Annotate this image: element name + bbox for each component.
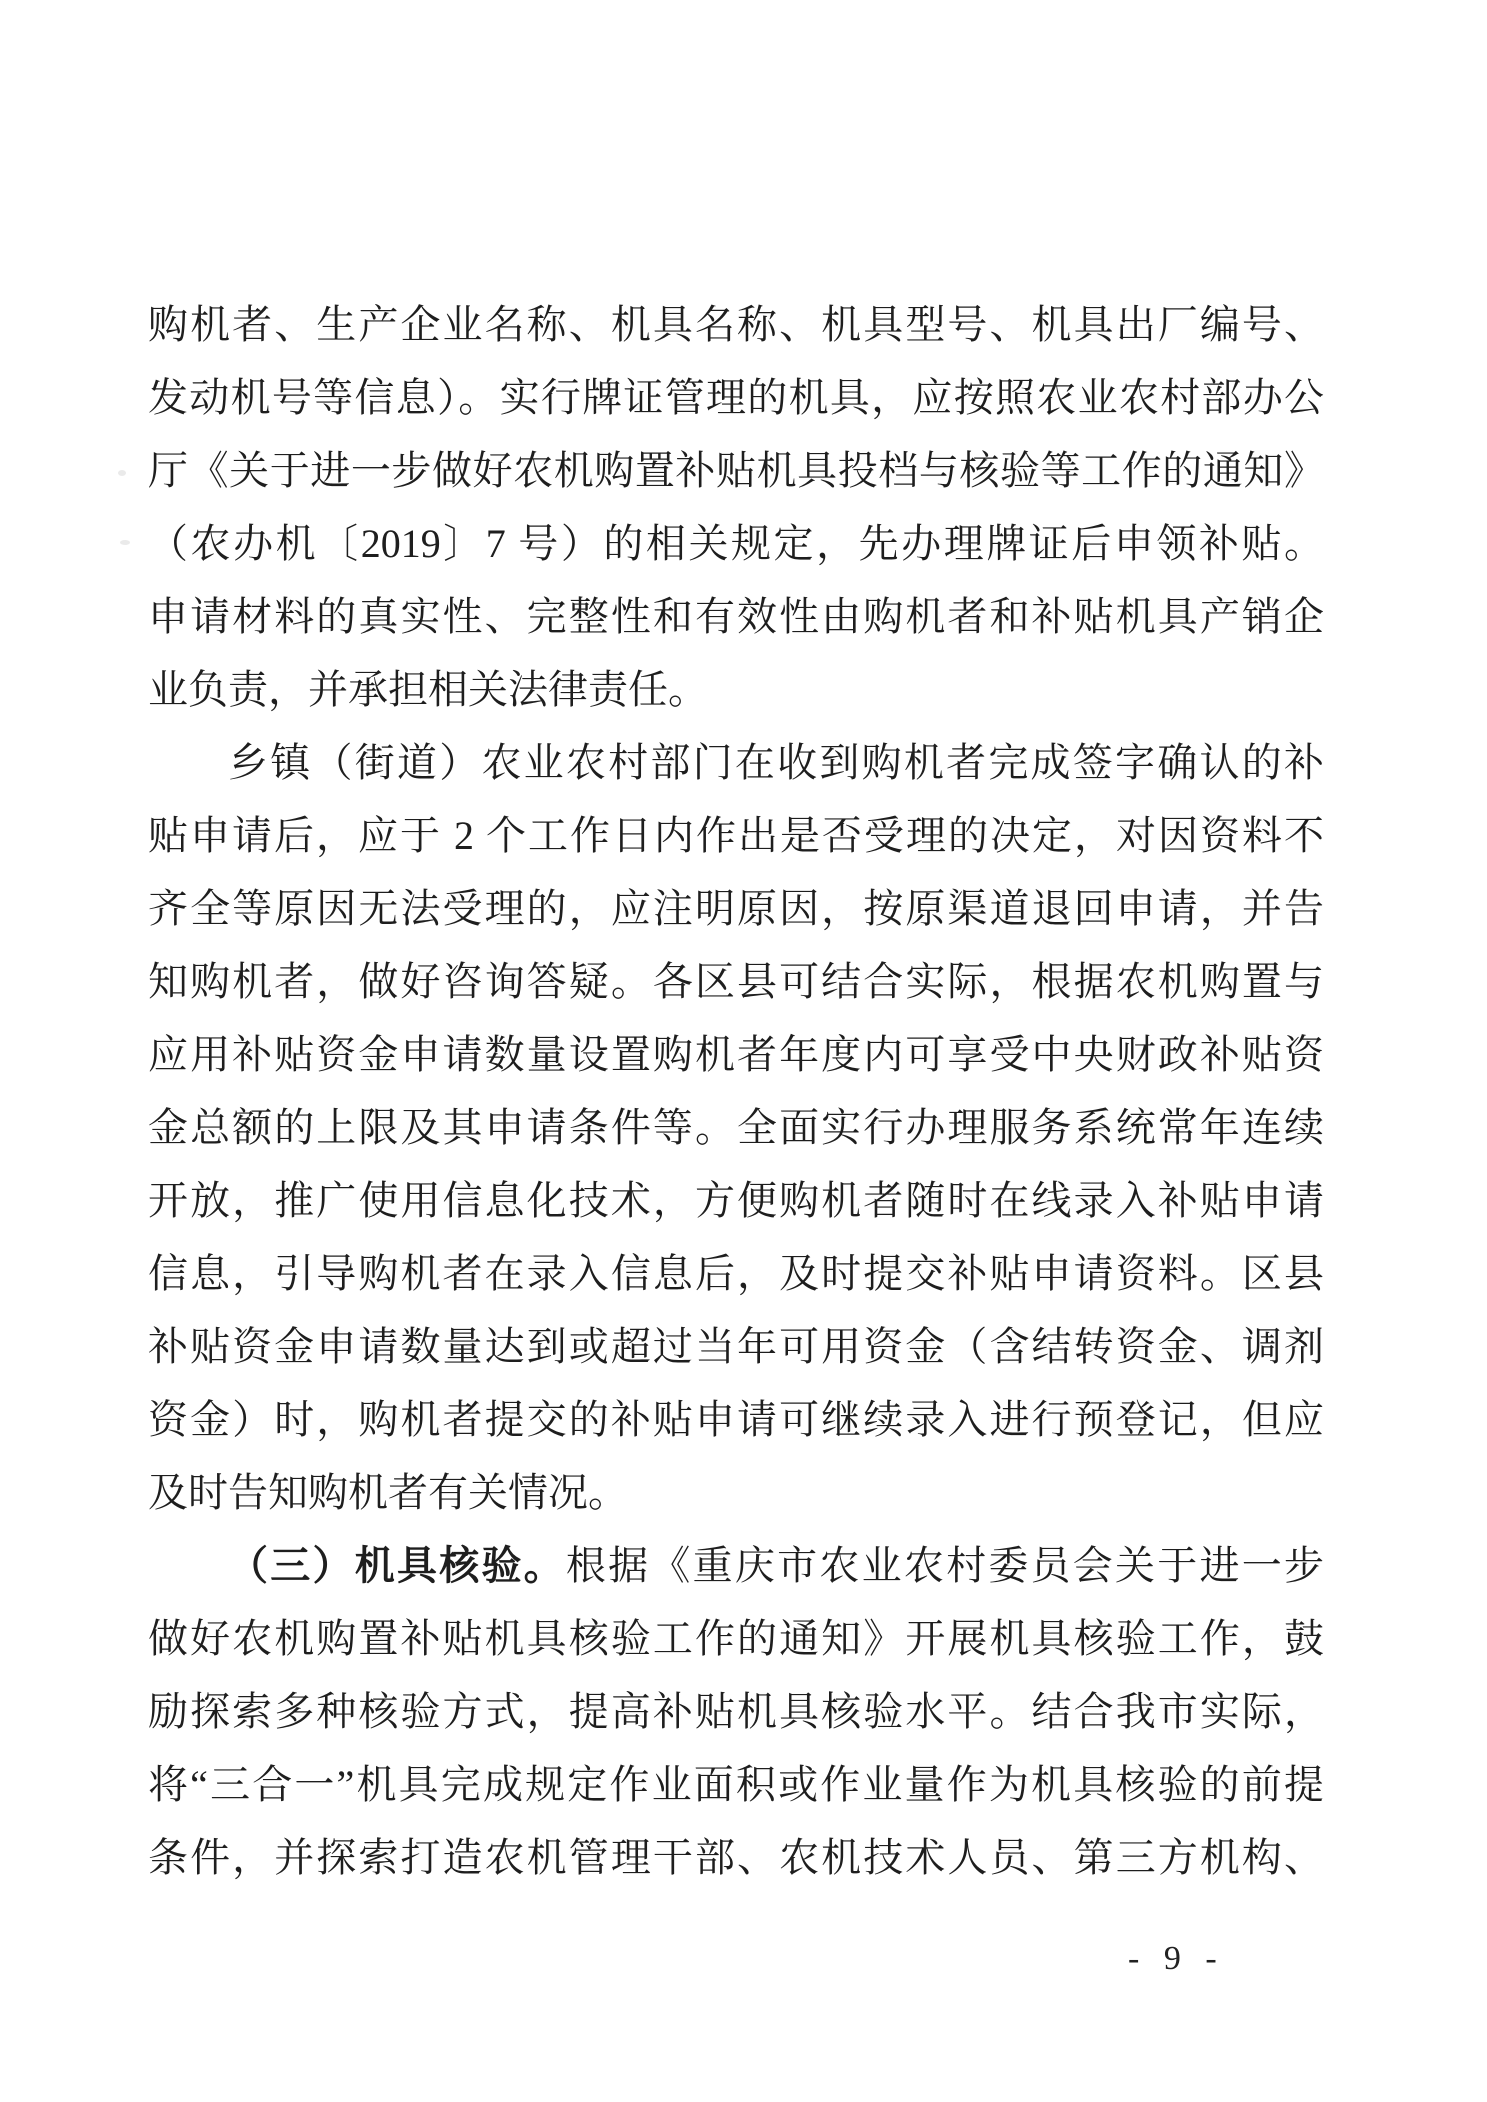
paragraph-1 xyxy=(148,288,1324,726)
scan-artifact xyxy=(120,540,130,545)
text-line: 应用补贴资金申请数量设置购机者年度内可享受中央财政补贴资 xyxy=(148,1032,1324,1077)
text-line: 将“三合一”机具完成规定作业面积或作业量作为机具核验的前提 xyxy=(148,1762,1324,1807)
text-line: 齐全等原因无法受理的，应注明原因，按原渠道退回申请，并告 xyxy=(148,886,1324,931)
text-line: 信息，引导购机者在录入信息后，及时提交补贴申请资料。区县 xyxy=(148,1251,1324,1296)
text-line: 购机者、生产企业名称、机具名称、机具型号、机具出厂编号、 xyxy=(148,302,1324,347)
page-number: - 9 - xyxy=(1128,1940,1225,1977)
text-line: 做好农机购置补贴机具核验工作的通知》开展机具核验工作，鼓 xyxy=(148,1616,1324,1661)
document-text-block xyxy=(148,288,1324,1894)
text-line: （农办机〔2019〕7 号）的相关规定，先办理牌证后申领补贴。 xyxy=(148,521,1324,566)
text-line: 业负责，并承担相关法律责任。 xyxy=(148,667,708,712)
text-line: 补贴资金申请数量达到或超过当年可用资金（含结转资金、调剂 xyxy=(148,1324,1324,1369)
text-line: 申请材料的真实性、完整性和有效性由购机者和补贴机具产销企 xyxy=(148,594,1324,639)
paragraph-2 xyxy=(148,726,1324,1529)
text-line: 及时告知购机者有关情况。 xyxy=(148,1470,628,1515)
text-line: 知购机者，做好咨询答疑。各区县可结合实际，根据农机购置与 xyxy=(148,959,1324,1004)
text-segment: 根据《重庆市农业农村委员会关于进一步 xyxy=(565,1543,1324,1588)
text-line: 开放，推广使用信息化技术，方便购机者随时在线录入补贴申请 xyxy=(148,1178,1324,1223)
paragraph-3 xyxy=(148,1529,1324,1894)
text-line: 发动机号等信息）。实行牌证管理的机具，应按照农业农村部办公 xyxy=(148,375,1324,420)
text-line: 乡镇（街道）农业农村部门在收到购机者完成签字确认的补 xyxy=(228,740,1324,785)
scan-artifact xyxy=(118,470,126,476)
text-line: 厅《关于进一步做好农机购置补贴机具投档与核验等工作的通知》 xyxy=(148,448,1324,493)
section-heading: （三）机具核验。 xyxy=(228,1543,566,1588)
text-line: 励探索多种核验方式，提高补贴机具核验水平。结合我市实际， xyxy=(148,1689,1324,1734)
text-line: 金总额的上限及其申请条件等。全面实行办理服务系统常年连续 xyxy=(148,1105,1324,1150)
text-line xyxy=(148,1529,1324,1602)
text-line: 贴申请后，应于 2 个工作日内作出是否受理的决定，对因资料不 xyxy=(148,813,1324,858)
text-line: 条件，并探索打造农机管理干部、农机技术人员、第三方机构、 xyxy=(148,1835,1324,1880)
text-line: 资金）时，购机者提交的补贴申请可继续录入进行预登记，但应 xyxy=(148,1397,1324,1442)
